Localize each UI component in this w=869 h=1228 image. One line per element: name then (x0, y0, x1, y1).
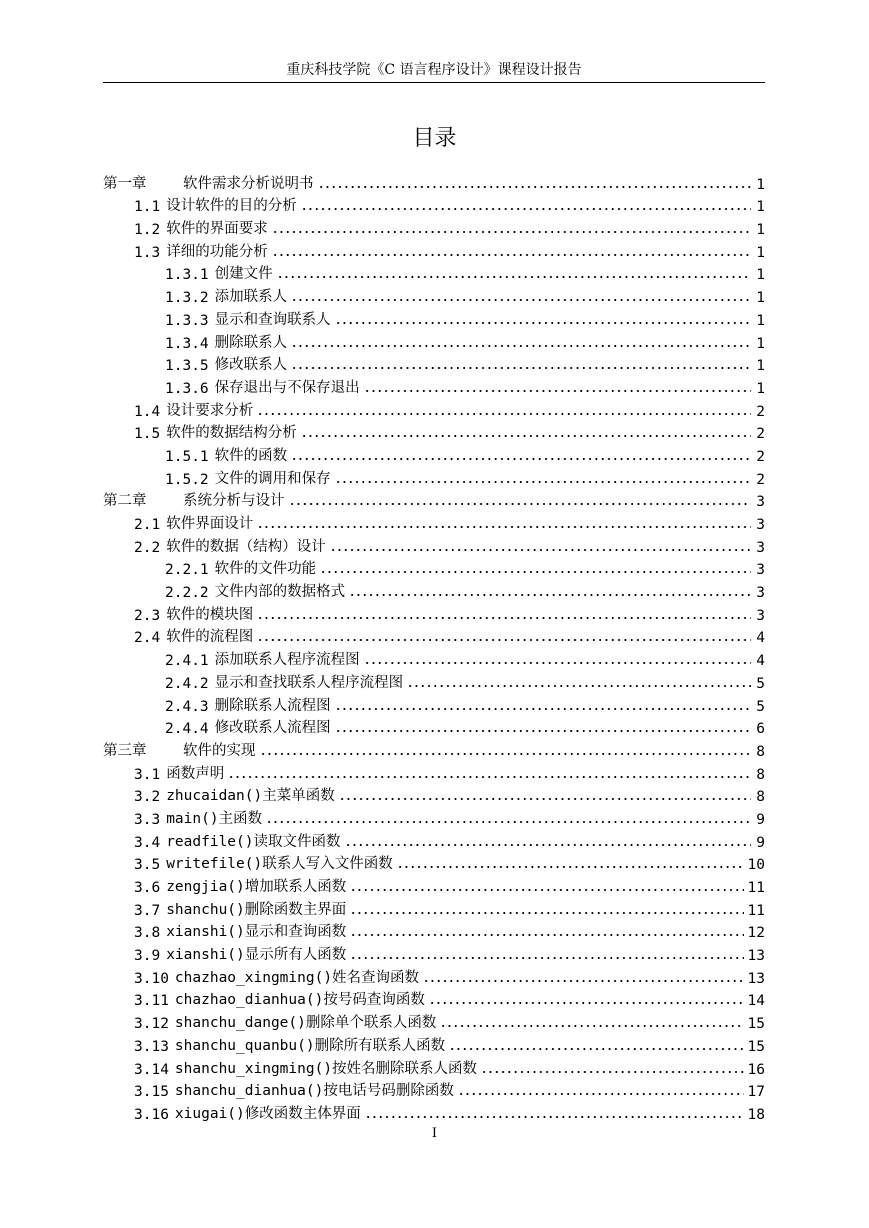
toc-dot-leader (429, 1001, 744, 1005)
page-number: I (431, 1126, 438, 1141)
toc-entry-number: 2.1 (134, 517, 161, 533)
toc-entry-number: 3.11 (134, 993, 169, 1010)
running-header: 重庆科技学院《C 语言程序设计》课程设计报告 (286, 62, 582, 78)
toc-entry[interactable] (103, 987, 765, 1010)
toc-dot-leader (407, 684, 751, 688)
toc-entry-number: 2.4.1 (165, 653, 209, 670)
toc-entry-title: 显示和查询联系人 (214, 311, 331, 328)
toc-entry[interactable] (103, 783, 765, 806)
toc-entry-number: 2.4.2 (165, 675, 209, 692)
toc-entry-page: 3 (756, 539, 765, 556)
toc-entry-number: 1.3.2 (165, 290, 209, 307)
toc-dot-leader (449, 1047, 743, 1051)
toc-entry-page: 1 (756, 222, 765, 239)
toc-entry[interactable] (103, 261, 765, 284)
toc-entry-title: 设计软件的目的分析 (166, 198, 297, 215)
toc-entry-title: 软件界面设计 (166, 516, 254, 532)
toc-dot-leader (257, 525, 751, 529)
toc-dot-leader (257, 638, 751, 642)
toc-entry-number: 1.3.6 (165, 380, 209, 397)
toc-entry[interactable] (103, 533, 765, 556)
toc-entry-number: 3.14 (134, 1061, 169, 1078)
toc-entry[interactable] (103, 964, 765, 987)
toc-entry[interactable] (103, 283, 765, 306)
toc-entry-title: 软件的函数 (214, 447, 288, 464)
toc-entry[interactable] (103, 420, 765, 443)
toc-entry-title: 软件的数据结构分析 (166, 425, 297, 442)
toc-entry-number: 2.2.1 (165, 562, 209, 579)
toc-entry-title: shanchu()删除函数主界面 (166, 901, 347, 918)
toc-entry-page: 4 (756, 630, 765, 647)
toc-entry-number: 第三章 (103, 742, 147, 759)
toc-entry-number: 3.4 (134, 834, 161, 851)
toc-entry-page: 2 (756, 471, 765, 488)
toc-entry-page: 5 (756, 698, 765, 715)
toc-dot-leader (335, 707, 751, 711)
toc-entry[interactable] (103, 238, 765, 261)
toc-dot-leader (350, 888, 743, 892)
toc-entry-page: 11 (747, 902, 765, 919)
toc-entry-title: 删除联系人流程图 (214, 697, 331, 714)
toc-entry-title: 文件的调用和保存 (214, 470, 331, 487)
toc-entry-page: 4 (756, 653, 765, 670)
toc-dot-leader (291, 344, 751, 348)
toc-entry-page: 13 (747, 970, 765, 987)
toc-entry-title: 函数声明 (166, 765, 225, 782)
toc-entry-title: 软件的实现 (183, 742, 256, 759)
toc-entry-number: 3.1 (134, 766, 161, 783)
toc-entry[interactable] (103, 737, 765, 760)
toc-entry-title: 修改联系人 (214, 357, 288, 374)
toc-entry-number: 2.2 (134, 539, 161, 556)
toc-dot-leader (440, 1024, 743, 1028)
toc-entry-page: 16 (747, 1061, 765, 1078)
toc-entry-number: 2.4.3 (165, 698, 209, 715)
toc-entry-page: 9 (756, 834, 765, 851)
toc-entry-page: 1 (756, 267, 765, 284)
toc-title: 目录 (412, 126, 457, 151)
toc-entry-title: 添加联系人程序流程图 (214, 652, 360, 669)
toc-entry[interactable] (103, 624, 765, 647)
toc-entry[interactable] (103, 941, 765, 964)
toc-entry-number: 3.2 (134, 789, 161, 806)
toc-entry[interactable] (103, 193, 765, 216)
toc-entry-title: shanchu_quanbu()删除所有联系人函数 (174, 1037, 446, 1054)
toc-entry-number: 1.2 (134, 222, 161, 239)
toc-entry[interactable] (103, 919, 765, 942)
toc-entry-page: 3 (756, 562, 765, 579)
toc-entry[interactable] (103, 828, 765, 851)
toc-entry[interactable] (103, 215, 765, 238)
toc-entry-page: 9 (756, 811, 765, 828)
toc-entry[interactable] (103, 1100, 765, 1123)
toc-dot-leader (365, 1115, 744, 1119)
toc-entry[interactable] (103, 646, 765, 669)
toc-entry-number: 2.4.4 (165, 721, 209, 738)
toc-dot-leader (339, 797, 751, 801)
toc-entry-page: 3 (756, 494, 765, 511)
toc-entry-number: 3.5 (134, 857, 161, 874)
toc-entry-title: main()主函数 (166, 810, 263, 827)
toc-entry-title: 系统分析与设计 (183, 493, 285, 510)
toc-entry[interactable] (103, 715, 765, 738)
toc-entry-page: 6 (756, 721, 765, 738)
toc-entry-title: zhucaidan()主菜单函数 (166, 788, 335, 805)
toc-entry-number: 1.3.3 (165, 312, 209, 329)
toc-entry-number: 3.9 (134, 948, 161, 965)
toc-entry-number: 1.3.5 (165, 358, 209, 375)
toc-entry[interactable] (103, 465, 765, 488)
toc-dot-leader (335, 321, 751, 325)
toc-dot-leader (397, 865, 744, 869)
toc-dot-leader (320, 570, 751, 574)
toc-entry-title: 软件的模块图 (166, 606, 254, 623)
toc-entry[interactable] (103, 170, 765, 193)
toc-dot-leader (257, 412, 751, 416)
toc-entry-number: 3.12 (134, 1016, 169, 1033)
toc-entry-page: 11 (747, 880, 765, 896)
toc-entry-title: chazhao_xingming()姓名查询函数 (174, 969, 420, 986)
toc-entry[interactable] (103, 397, 765, 420)
toc-entry-page: 3 (756, 607, 765, 624)
toc-entry[interactable] (103, 873, 765, 896)
toc-dot-leader (350, 933, 743, 937)
toc-dot-leader (266, 820, 751, 824)
toc-entry-title: 文件内部的数据格式 (214, 584, 346, 601)
toc-entry-page: 1 (756, 176, 765, 193)
toc-entry-page: 3 (756, 585, 765, 602)
toc-dot-leader (301, 434, 751, 438)
toc-entry-title: 创建文件 (214, 266, 273, 283)
toc-entry[interactable] (103, 1032, 765, 1055)
toc-entry[interactable] (103, 760, 765, 783)
toc-entry[interactable] (103, 442, 765, 465)
toc-dot-leader (364, 389, 751, 393)
toc-entry-number: 2.2.2 (165, 585, 209, 602)
toc-entry-number: 3.7 (134, 902, 161, 919)
toc-entry-title: 添加联系人 (214, 289, 288, 306)
toc-entry[interactable] (103, 896, 765, 919)
toc-entry[interactable] (103, 805, 765, 828)
toc-dot-leader (335, 729, 751, 733)
toc-entry[interactable] (103, 692, 765, 715)
toc-dot-leader (350, 956, 743, 960)
toc-entry[interactable] (103, 510, 765, 533)
toc-entry-title: xianshi()显示所有人函数 (166, 947, 347, 964)
toc-entry-title: 详细的功能分析 (166, 243, 268, 260)
toc-entry-number: 1.3.4 (165, 335, 209, 352)
toc-dot-leader (481, 1070, 743, 1074)
toc-entry-number: 1.1 (134, 199, 161, 216)
toc-dot-leader (272, 253, 751, 257)
toc-entry[interactable] (103, 329, 765, 352)
toc-entry[interactable] (103, 1009, 765, 1032)
toc-entry-title: 设计要求分析 (166, 402, 254, 419)
toc-dot-leader (349, 593, 751, 597)
toc-entry-page: 2 (756, 426, 765, 443)
toc-entry-number: 2.3 (134, 607, 161, 624)
toc-entry-number: 第二章 (103, 493, 147, 510)
toc-entry-page: 1 (756, 290, 765, 307)
toc-entry-number: 2.4 (134, 630, 161, 647)
toc-entry-page: 8 (756, 766, 765, 783)
toc-entry-title: 软件需求分析说明书 (183, 175, 314, 192)
toc-dot-leader (335, 480, 751, 484)
toc-entry-title: xiugai()修改函数主体界面 (174, 1105, 361, 1122)
toc-entry-title: shanchu_dianhua()按电话号码删除函数 (174, 1083, 454, 1100)
toc-entry[interactable] (103, 578, 765, 601)
toc-entry-page: 17 (747, 1084, 765, 1101)
toc-entry-page: 8 (756, 789, 765, 806)
toc-entry[interactable] (103, 601, 765, 624)
toc-entry-title: shanchu_dange()删除单个联系人函数 (174, 1015, 437, 1032)
toc-entry-page: 8 (756, 743, 765, 760)
toc-entry-number: 1.5 (134, 426, 161, 443)
toc-entry-number: 3.6 (134, 880, 161, 896)
toc-entry-number: 1.4 (134, 403, 161, 420)
toc-dot-leader (330, 548, 751, 552)
toc-entry-number: 1.5.2 (165, 471, 209, 488)
toc-dot-leader (423, 979, 743, 983)
toc-entry[interactable] (103, 306, 765, 329)
toc-entry[interactable] (103, 488, 765, 511)
toc-entry-number: 第一章 (103, 175, 147, 192)
toc-entry-page: 3 (756, 517, 765, 533)
toc-entry-page: 15 (747, 1016, 765, 1033)
toc-dot-leader (257, 616, 751, 620)
toc-dot-leader (364, 661, 751, 665)
toc-entry-title: 软件的界面要求 (166, 221, 268, 238)
toc-dot-leader (272, 230, 751, 234)
toc-entry[interactable] (103, 1055, 765, 1078)
toc-entry-title: 删除联系人 (214, 334, 288, 351)
toc-entry-number: 3.10 (134, 970, 169, 987)
toc-entry[interactable] (103, 374, 765, 397)
toc-entry-page: 10 (747, 857, 765, 874)
toc-dot-leader (350, 911, 743, 915)
toc-entry-page: 15 (747, 1038, 765, 1055)
toc-entry-number: 3.15 (134, 1084, 169, 1101)
toc-entry[interactable] (103, 1078, 765, 1101)
toc-entry-number: 3.3 (134, 811, 161, 828)
toc-entry-page: 2 (756, 403, 765, 420)
toc-entry-number: 1.3.1 (165, 267, 209, 284)
toc-entry[interactable] (103, 556, 765, 579)
toc-entry-title: 保存退出与不保存退出 (214, 379, 360, 396)
toc-entry-number: 3.13 (134, 1038, 169, 1055)
table-of-contents (103, 170, 765, 1123)
toc-dot-leader (301, 207, 751, 211)
toc-entry-title: 显示和查找联系人程序流程图 (214, 674, 404, 691)
toc-dot-leader (291, 457, 751, 461)
toc-entry[interactable] (103, 669, 765, 692)
toc-entry-number: 3.8 (134, 925, 161, 942)
toc-entry-number: 3.16 (134, 1106, 169, 1123)
toc-dot-leader (291, 298, 751, 302)
toc-entry-title: 软件的数据（结构）设计 (166, 538, 326, 555)
toc-entry-page: 14 (747, 993, 765, 1010)
toc-entry-page: 5 (756, 675, 765, 692)
toc-entry-title: 软件的文件功能 (214, 561, 317, 578)
toc-dot-leader (277, 275, 751, 279)
toc-entry-title: zengjia()增加联系人函数 (166, 879, 347, 895)
toc-dot-leader (228, 775, 751, 779)
toc-entry-title: shanchu_xingming()按姓名删除联系人函数 (174, 1060, 478, 1077)
toc-dot-leader (289, 502, 752, 506)
toc-entry-page: 1 (756, 199, 765, 216)
toc-entry-page: 1 (756, 335, 765, 352)
toc-entry-number: 1.3 (134, 244, 161, 261)
toc-dot-leader (260, 752, 752, 756)
toc-entry-title: xianshi()显示和查询函数 (166, 924, 347, 941)
header-rule (103, 82, 765, 83)
toc-dot-leader (291, 366, 751, 370)
toc-entry-title: 软件的流程图 (166, 629, 254, 646)
toc-entry-title: readfile()读取文件函数 (166, 833, 341, 850)
toc-entry-page: 13 (747, 948, 765, 965)
toc-entry-page: 1 (756, 358, 765, 375)
toc-dot-leader (345, 843, 752, 847)
toc-entry[interactable] (103, 352, 765, 375)
toc-dot-leader (318, 185, 752, 189)
toc-entry[interactable] (103, 851, 765, 874)
toc-entry-page: 12 (747, 925, 765, 942)
toc-entry-page: 2 (756, 448, 765, 465)
toc-dot-leader (458, 1092, 744, 1096)
toc-entry-title: 修改联系人流程图 (214, 720, 331, 737)
toc-entry-page: 1 (756, 312, 765, 329)
toc-entry-title: writefile()联系人写入文件函数 (166, 856, 393, 873)
toc-entry-title: chazhao_dianhua()按号码查询函数 (174, 992, 425, 1009)
toc-entry-page: 1 (756, 380, 765, 397)
toc-entry-page: 18 (747, 1106, 765, 1123)
toc-entry-page: 1 (756, 244, 765, 261)
toc-entry-number: 1.5.1 (165, 448, 209, 465)
